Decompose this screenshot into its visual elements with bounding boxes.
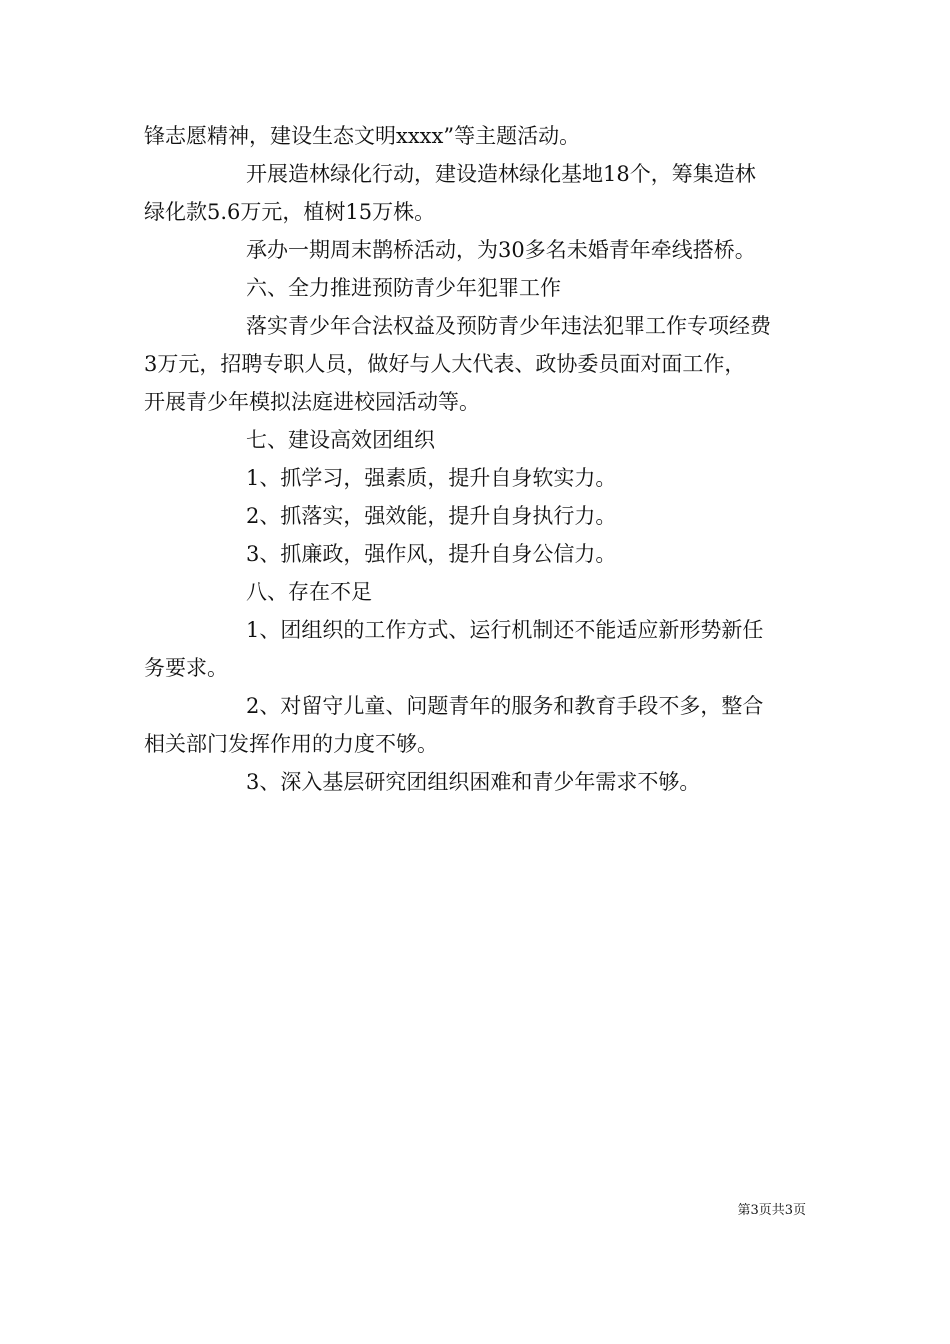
list-item: 3、抓廉政，强作风，提升自身公信力。: [246, 542, 617, 566]
section-heading: 八、存在不足: [246, 580, 372, 604]
text-line: 锋志愿精神，建设生态文明xxxx”等主题活动。: [144, 124, 581, 148]
text-line: 落实青少年合法权益及预防青少年违法犯罪工作专项经费: [246, 314, 771, 338]
list-item: 2、抓落实，强效能，提升自身执行力。: [246, 504, 617, 528]
list-item: 1、抓学习，强素质，提升自身软实力。: [246, 466, 617, 490]
document-body: [144, 117, 810, 801]
list-item: 3、深入基层研究团组织困难和青少年需求不够。: [246, 770, 701, 794]
text-line: 开展青少年模拟法庭进校园活动等。: [144, 390, 480, 414]
page-number: 第3页共3页: [737, 1203, 806, 1218]
text-line: 绿化款5.6万元，植树15万株。: [144, 200, 436, 224]
text-line: 3万元，招聘专职人员，做好与人大代表、政协委员面对面工作，: [144, 352, 746, 376]
section-heading: 六、全力推进预防青少年犯罪工作: [246, 276, 561, 300]
text-line: 承办一期周末鹊桥活动，为30多名未婚青年牵线搭桥。: [246, 238, 756, 262]
list-item: 2、对留守儿童、问题青年的服务和教育手段不多，整合: [246, 694, 764, 718]
text-line: 开展造林绿化行动，建设造林绿化基地18个，筹集造林: [246, 162, 756, 186]
text-line: 相关部门发挥作用的力度不够。: [144, 732, 438, 756]
section-heading: 七、建设高效团组织: [246, 428, 435, 452]
text-line: 务要求。: [144, 656, 228, 680]
list-item: 1、团组织的工作方式、运行机制还不能适应新形势新任: [246, 618, 764, 642]
